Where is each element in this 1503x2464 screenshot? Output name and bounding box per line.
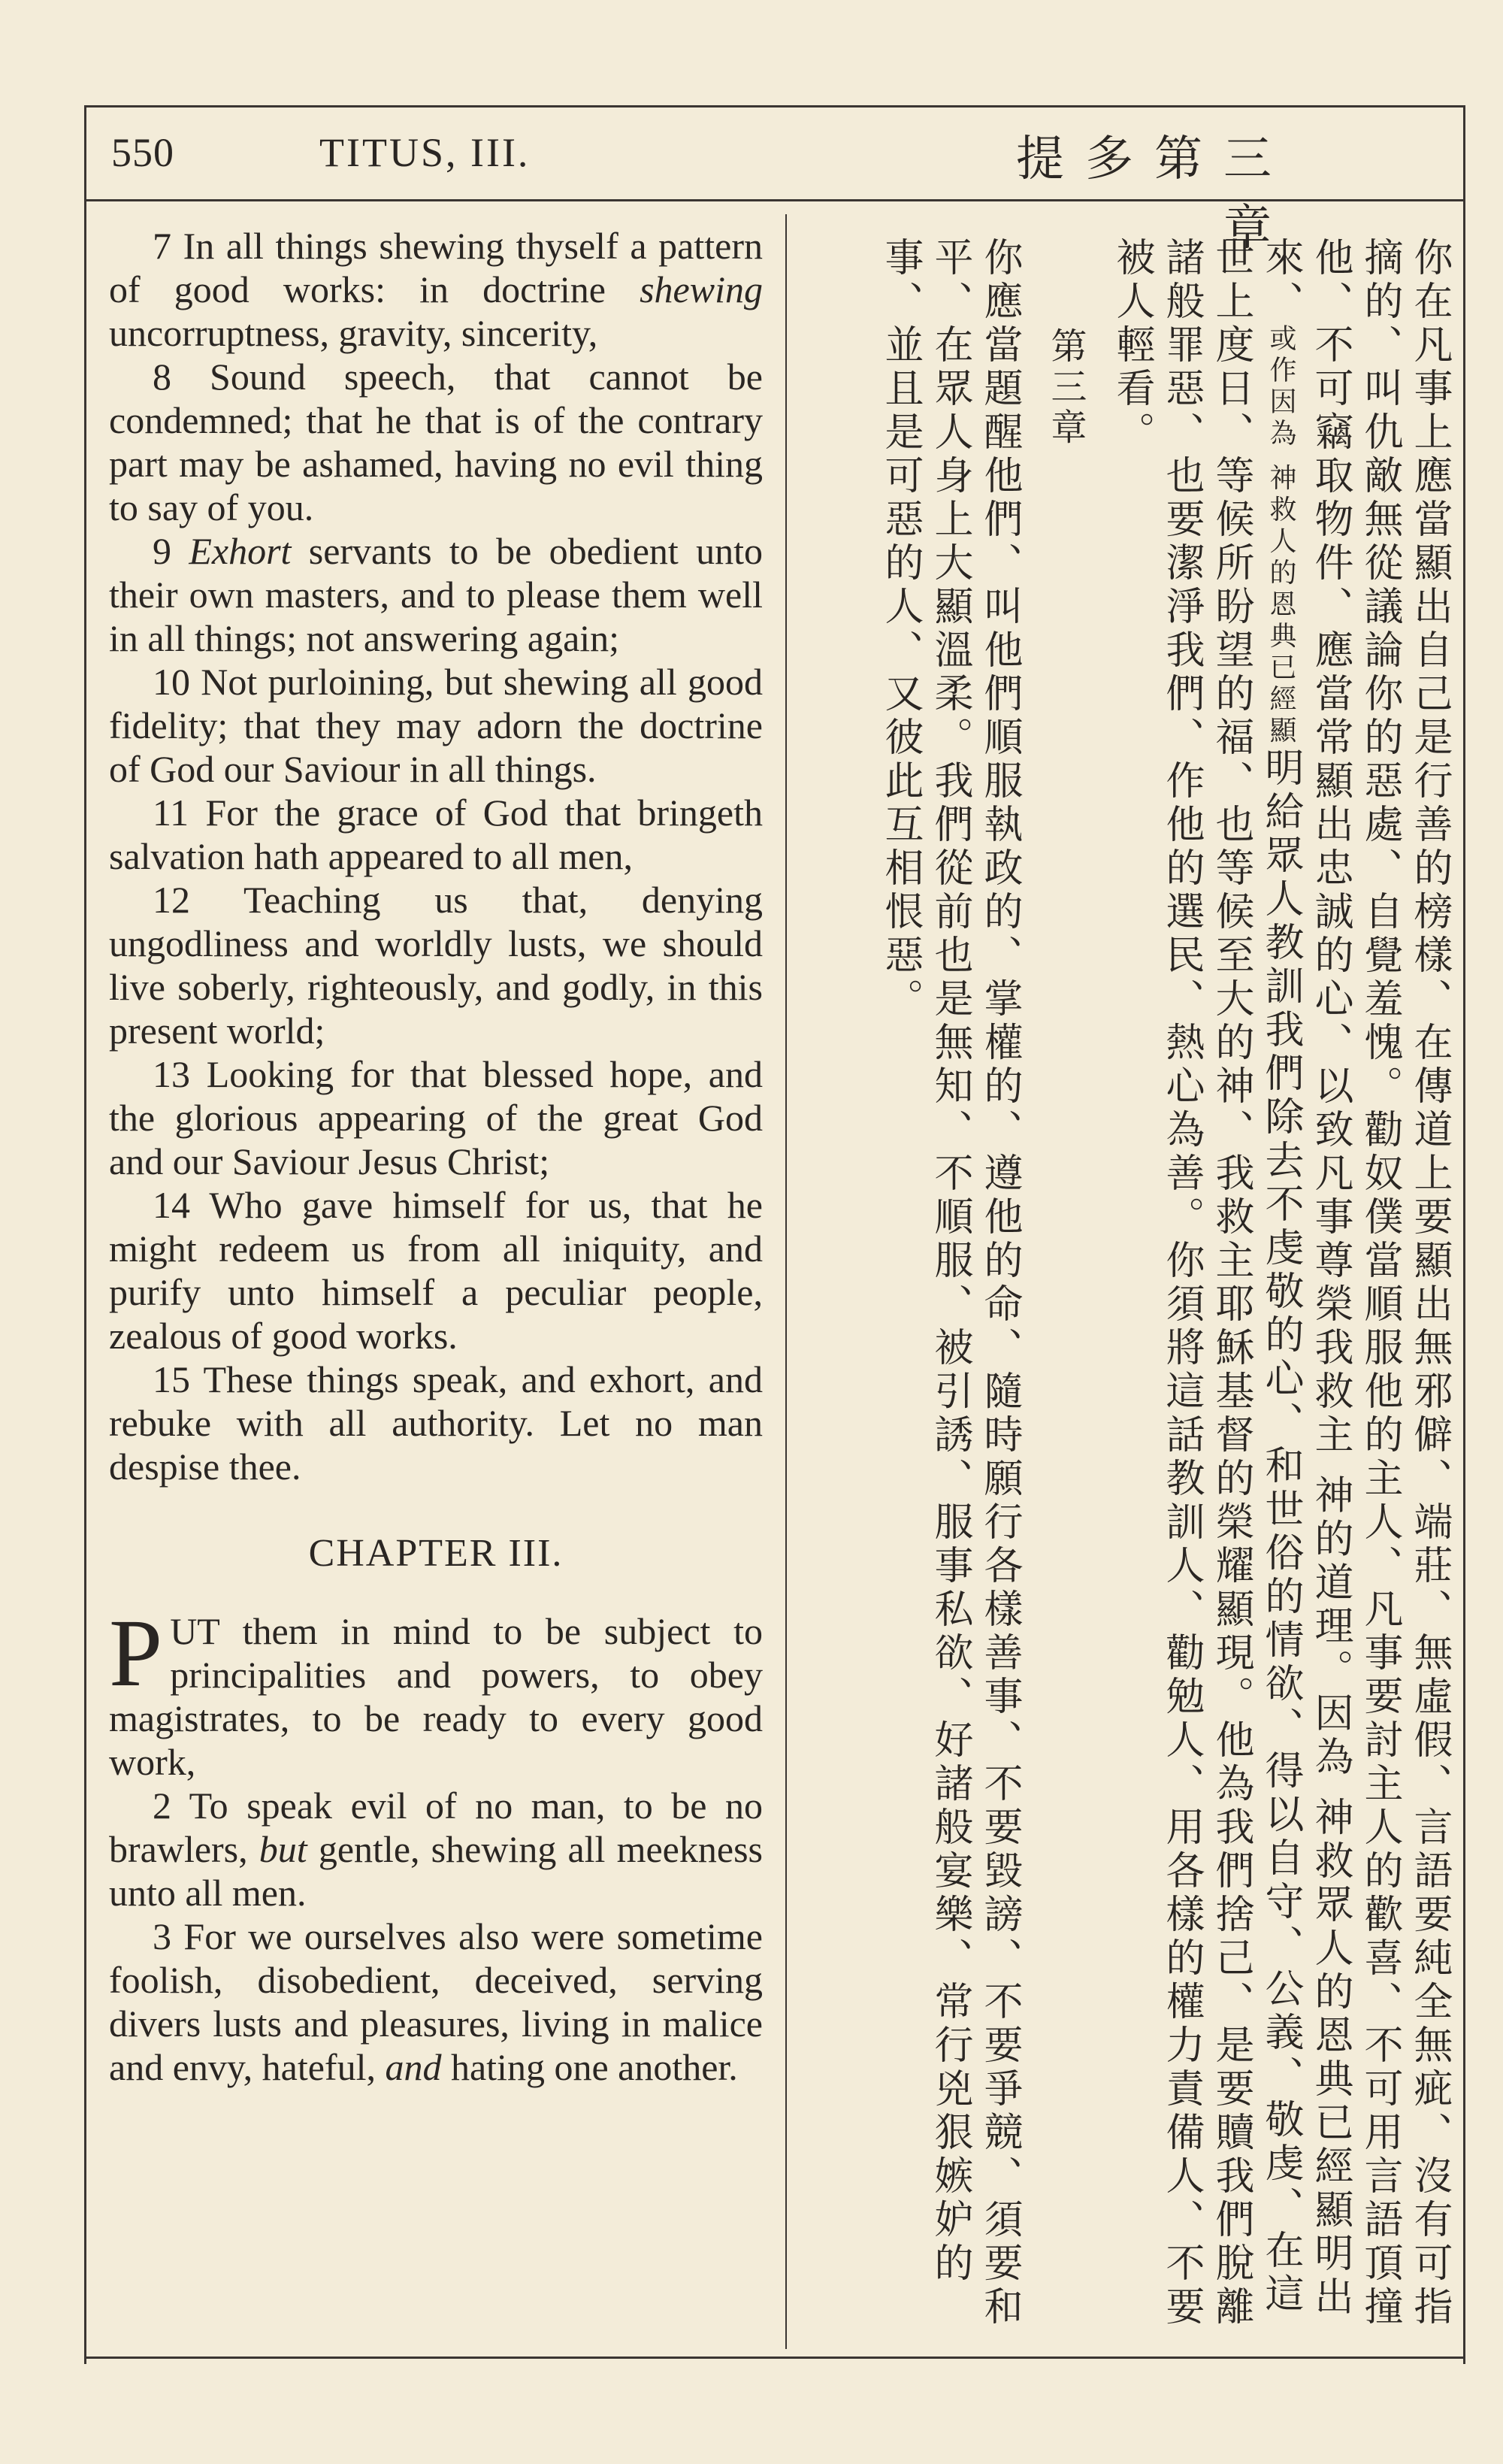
verse-text: Sound speech, that cannot be condemned; that he that is of the contrary part may be ashamed, having no evil thing to say of you. xyxy=(109,356,763,528)
drop-cap: P xyxy=(109,1600,163,1706)
verse-text: These things speak, and exhort, and rebuke with all authority. Let no man despise thee. xyxy=(109,1358,763,1488)
verse-number: 7 xyxy=(153,225,171,267)
verse-2 xyxy=(109,1784,763,1915)
verse-italic: and xyxy=(385,2046,442,2088)
chinese-note: 或作因為 神救人的恩典已經顯 xyxy=(1266,324,1296,748)
verse-number: 14 xyxy=(153,1184,190,1226)
chinese-paragraph xyxy=(1107,237,1454,2341)
verse-number: 11 xyxy=(153,792,189,834)
verse-text: uncorruptness, gravity, sincerity, xyxy=(109,312,598,354)
running-head: TITUS, III. xyxy=(319,130,531,175)
verse-number: 15 xyxy=(153,1358,190,1400)
verse-text: For the grace of God that bringeth salvation hath appeared to all men, xyxy=(109,792,763,877)
chinese-paragraph: 你應當題醒他們、叫他們順服執政的、掌權的、遵他的命、隨時願行各樣善事、不要毀謗、不要爭競、須要和平、在眾人身上大顯溫柔。我們從前也是無知、不順服、被引誘、服事私欲、好諸般宴樂、常行兇狠嫉妒的事、並且是可惡的人、又彼此互相恨惡。 xyxy=(878,237,1022,2329)
verse-number: 10 xyxy=(153,661,190,703)
verse-number: 8 xyxy=(153,356,171,398)
verse-10 xyxy=(109,660,763,791)
verse-text: In all things shewing thyself a pattern of good works: in doctrine xyxy=(109,225,763,310)
verse-9 xyxy=(109,529,763,660)
chinese-text: 你在凡事上應當顯出自己是行善的榜樣、在傳道上要顯出無邪僻、端莊、無虛假、言語要純全無疵、沒有可指摘的、叫仇敵無從議論你的惡處、自覺羞愧。勸奴僕當順服他的主人、凡事要討主人的歡喜、不可用言語頂撞他、不可竊取物件、應當常顯出忠誠的心、以致凡事尊榮我救主 神的道理。因為 神救眾人的恩典已經顯明出來、 xyxy=(1258,237,1452,2329)
verse-14 xyxy=(109,1183,763,1358)
verse-text: Teaching us that, denying ungodliness and worldly lusts, we should live soberly, righteously, and godly, in this present world; xyxy=(109,879,763,1052)
verse-text: For we ourselves also were sometime foolish, disobedient, deceived, serving divers lusts and pleasures, living in malice and envy, hateful, xyxy=(109,1915,764,2088)
english-column xyxy=(109,224,763,2089)
verse-7 xyxy=(109,224,763,355)
verse-text: UT them in mind to be subject to principalities and powers, to obey magistrates, to be ready to every good work, xyxy=(109,1610,763,1783)
verse-text: Not purloining, but shewing all good fidelity; that they may adorn the doctrine of God our Saviour in all things. xyxy=(109,661,764,790)
verse-13 xyxy=(109,1052,763,1183)
chapter-2-verses xyxy=(109,224,763,1488)
verse-number: 9 xyxy=(153,530,171,572)
chinese-running-head: 提多第三章 xyxy=(1016,132,1293,256)
verse-text: Looking for that blessed hope, and the glorious appearing of the great God and our Saviour Jesus Christ; xyxy=(109,1053,763,1182)
verse-text: hating one another. xyxy=(441,2046,738,2088)
verse-3 xyxy=(109,1915,763,2089)
verse-number: 3 xyxy=(153,1915,171,1957)
verse-number: 2 xyxy=(153,1784,171,1827)
verse-italic: shewing xyxy=(640,268,763,310)
verse-italic: but xyxy=(259,1828,307,1870)
column-divider xyxy=(785,214,787,2349)
bottom-rule xyxy=(84,2357,1465,2359)
verse-15 xyxy=(109,1358,763,1488)
chinese-chapter-heading: 第三章 xyxy=(1045,327,1087,449)
verse-text: servants to be obedient unto their own masters, and to please them well in all things; not answering again; xyxy=(109,530,763,659)
verse-8 xyxy=(109,355,763,529)
verse-number: 13 xyxy=(153,1053,190,1095)
verse-number: 12 xyxy=(153,879,190,921)
verse-italic: Exhort xyxy=(189,530,292,572)
verse-text: Who gave himself for us, that he might redeem us from all iniquity, and purify unto himself a peculiar people, zealous of good works. xyxy=(109,1184,763,1357)
verse-text: To speak evil of no man, to be no brawlers, xyxy=(109,1784,763,1870)
chapter-heading: CHAPTER III. xyxy=(308,1532,564,1575)
verse-12 xyxy=(109,878,763,1052)
verse-text: gentle, shewing all meekness unto all men. xyxy=(109,1828,763,1914)
verse-1 xyxy=(109,1600,763,1784)
verse-11 xyxy=(109,791,763,878)
page-number: 550 xyxy=(111,130,174,175)
chinese-text: 明給眾人教訓我們除去不虔敬的心、和世俗的情欲、得以自守、公義、敬虔、在這世上度日、等候所盼望的福、也等候至大的神、我救主耶穌基督的榮耀顯現。他為我們捨己、是要贖我們脫離諸般罪惡、也要潔淨我們、作他的選民、熱心為善。你須將這話教訓人、勸勉人、用各樣的權力責備人、不要被人輕看。 xyxy=(1109,237,1303,2329)
chinese-column xyxy=(800,237,1454,2341)
